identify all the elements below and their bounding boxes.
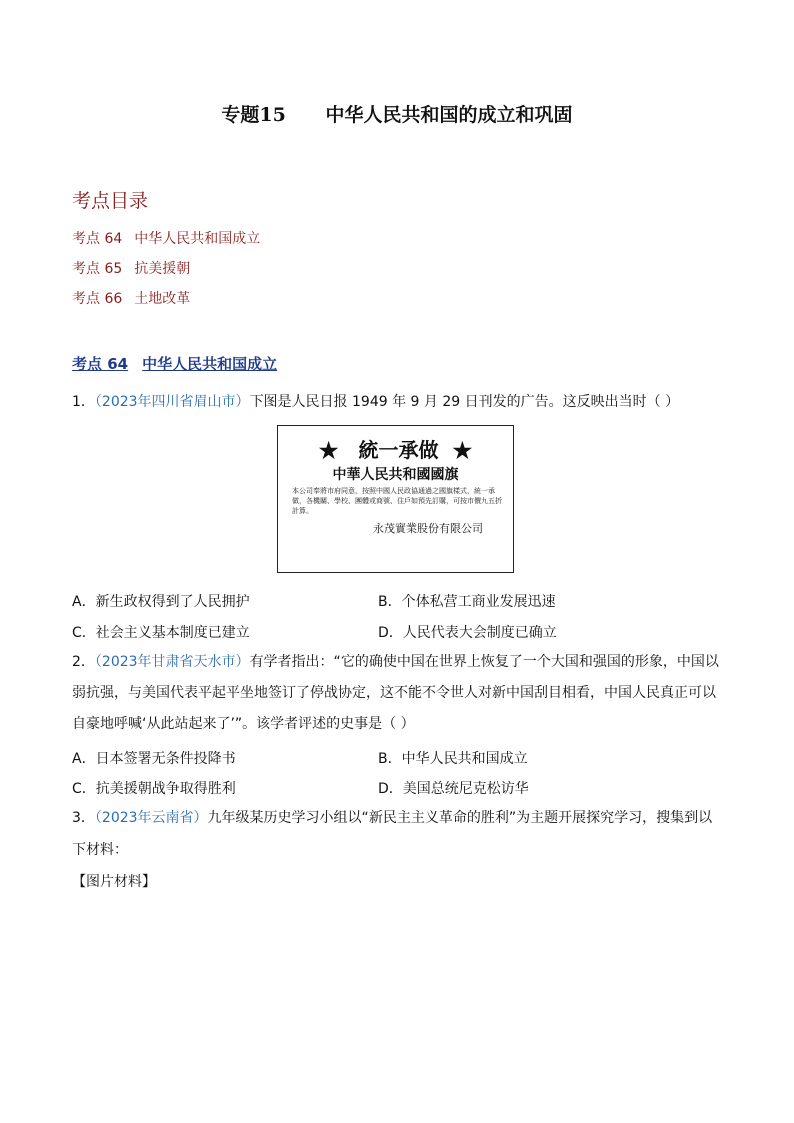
star-icon: ★	[318, 438, 339, 464]
question-text: 九年级某历史学习小组以“新民主主义革命的胜利”为主题开展探究学习，搜集到以	[207, 810, 713, 826]
option-d[interactable]: D．人民代表大会制度已确立	[378, 625, 557, 641]
toc-item-66[interactable]	[72, 288, 190, 308]
question-number: 1．	[72, 394, 95, 410]
option-b[interactable]: B．中华人民共和国成立	[378, 751, 528, 767]
question-number: 2．	[72, 654, 95, 670]
ad-company: 永茂實業股份有限公司	[373, 522, 483, 535]
question-source: （2023年四川省眉山市）	[94, 394, 250, 410]
option-b[interactable]: B．个体私营工商业发展迅速	[378, 594, 556, 610]
toc-item-64[interactable]	[72, 228, 260, 248]
section-code: 考点 64	[72, 355, 129, 373]
toc-item-name: 中华人民共和国成立	[134, 231, 261, 247]
star-icon: ★	[452, 438, 473, 464]
newspaper-ad-image	[277, 425, 514, 573]
question-3-material-label: 【图片材料】	[72, 874, 156, 890]
question-2-line-2: 弱抗强，与美国代表平起平坐地签订了停战协定，这不能不令世人对新中国刮目相看，中国人民真正可以	[72, 685, 716, 701]
option-d[interactable]: D．美国总统尼克松访华	[378, 781, 529, 797]
toc-item-code: 考点 65	[72, 261, 123, 277]
option-c[interactable]: C．抗美援朝战争取得胜利	[72, 781, 236, 797]
section-name: 中华人民共和国成立	[142, 355, 278, 373]
toc-item-code: 考点 64	[72, 231, 123, 247]
option-a[interactable]: A．新生政权得到了人民拥护	[72, 594, 250, 610]
question-number: 3．	[72, 810, 95, 826]
ad-body-text: 本公司奉將市府同意，按照中國人民政協通過之國旗樣式，統一承做，各機關、學校、團體或商號、住戶如預先訂購，可按市價九五折計算。	[292, 487, 502, 515]
option-a[interactable]: A．日本签署无条件投降书	[72, 751, 236, 767]
ad-headline-row	[278, 434, 513, 464]
document-title: 专题15 中华人民共和国的成立和巩固	[221, 104, 573, 126]
question-text: 有学者指出：“它的确使中国在世界上恢复了一个大国和强国的形象，中国以	[249, 654, 719, 670]
toc-item-name: 土地改革	[134, 291, 191, 307]
section-heading	[72, 353, 277, 374]
ad-subhead: 中華人民共和國國旗	[332, 467, 459, 483]
question-source: （2023年甘肃省天水市）	[94, 654, 250, 670]
question-3-stem	[72, 808, 732, 828]
question-3-line-2: 下材料：	[72, 842, 128, 858]
question-source: （2023年云南省）	[94, 810, 208, 826]
toc-item-code: 考点 66	[72, 291, 123, 307]
toc-item-65[interactable]	[72, 258, 190, 278]
ad-headline: 統一承做	[358, 438, 439, 462]
question-2-stem	[72, 652, 732, 672]
question-text: 下图是人民日报 1949 年 9 月 29 日刊发的广告。这反映出当时（ ）	[249, 394, 680, 410]
question-1-stem	[72, 392, 732, 412]
option-c[interactable]: C．社会主义基本制度已建立	[72, 625, 250, 641]
toc-heading: 考点目录	[72, 190, 149, 212]
toc-item-name: 抗美援朝	[134, 261, 191, 277]
question-2-line-3: 自豪地呼喊‘从此站起来了’”。该学者评述的史事是（ ）	[72, 716, 415, 732]
